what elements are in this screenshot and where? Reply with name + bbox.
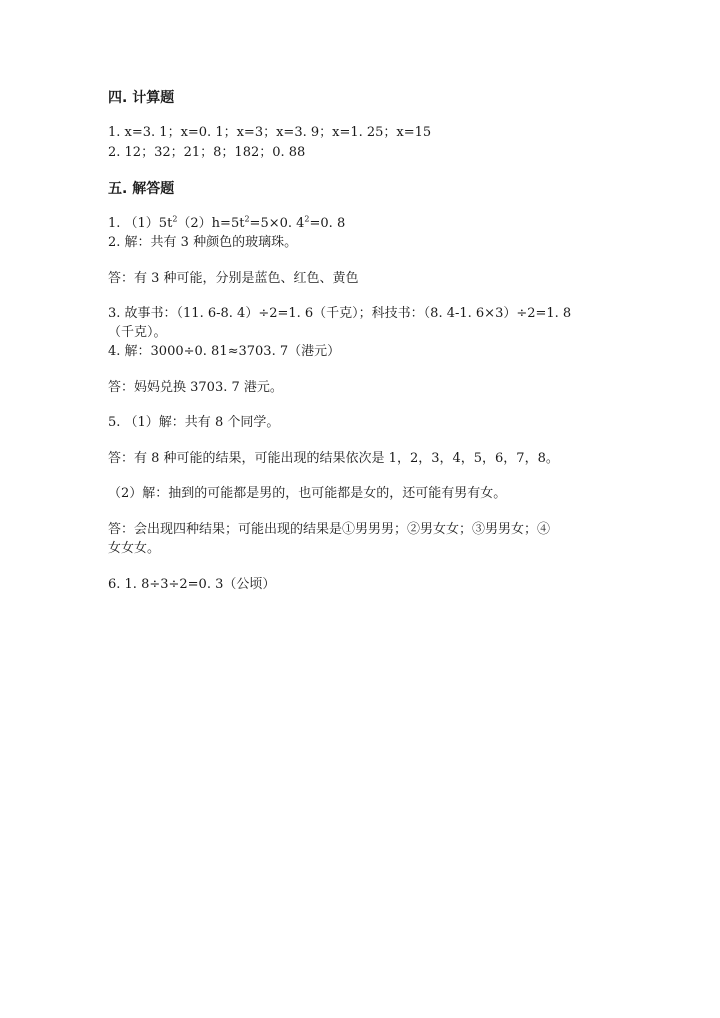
section-5-line-8: 答：有 8 种可能的结果，可能出现的结果依次是 1，2，3，4，5，6，7，8。 [108, 451, 559, 466]
section-5-line-6: 答：妈妈兑换 3703. 7 港元。 [108, 380, 283, 395]
section-4-title: 四. 计算题 [108, 90, 175, 106]
q1-exp-2: 2 [244, 214, 250, 224]
section-4-line-2: 2. 12；32；21；8；182；0. 88 [108, 145, 306, 160]
section-5-line-10: 答：会出现四种结果；可能出现的结果是①男男男；②男女女；③男男女；④ [108, 522, 551, 537]
section-5-line-12: 6. 1. 8÷3÷2=0. 3（公顷） [108, 577, 276, 592]
section-5-line-9: （2）解：抽到的可能都是男的，也可能都是女的，还可能有男有女。 [108, 486, 507, 501]
q1-exp-3: 2 [304, 214, 310, 224]
section-5-line-3: 3. 故事书：（11. 6-8. 4）÷2=1. 6（千克）；科技书：（8. 4-1. 6×3）÷2=1. 8 [108, 306, 572, 321]
q1-part-a: 1. （1）5t [108, 216, 173, 231]
q1-part-d: =0. 8 [309, 216, 346, 231]
q1-part-b: （2）h=5t [177, 216, 245, 231]
section-5-line-2: 答：有 3 种可能，分别是蓝色、红色、黄色 [108, 271, 359, 286]
section-5-line-5: 4. 解：3000÷0. 81≈3703. 7（港元） [108, 344, 341, 359]
section-5-q1-line [108, 215, 345, 233]
section-5-line-1: 2. 解：共有 3 种颜色的玻璃珠。 [108, 235, 298, 250]
section-5-title: 五. 解答题 [108, 181, 175, 197]
section-5-line-4: （千克）。 [108, 325, 167, 340]
section-5-line-11: 女女女。 [108, 541, 161, 556]
section-5-line-7: 5. （1）解：共有 8 个同学。 [108, 415, 280, 430]
q1-exp-1: 2 [172, 214, 178, 224]
section-4-line-1: 1. x=3. 1；x=0. 1；x=3；x=3. 9；x=1. 25；x=15 [108, 125, 432, 140]
q1-part-c: =5×0. 4 [249, 216, 305, 231]
